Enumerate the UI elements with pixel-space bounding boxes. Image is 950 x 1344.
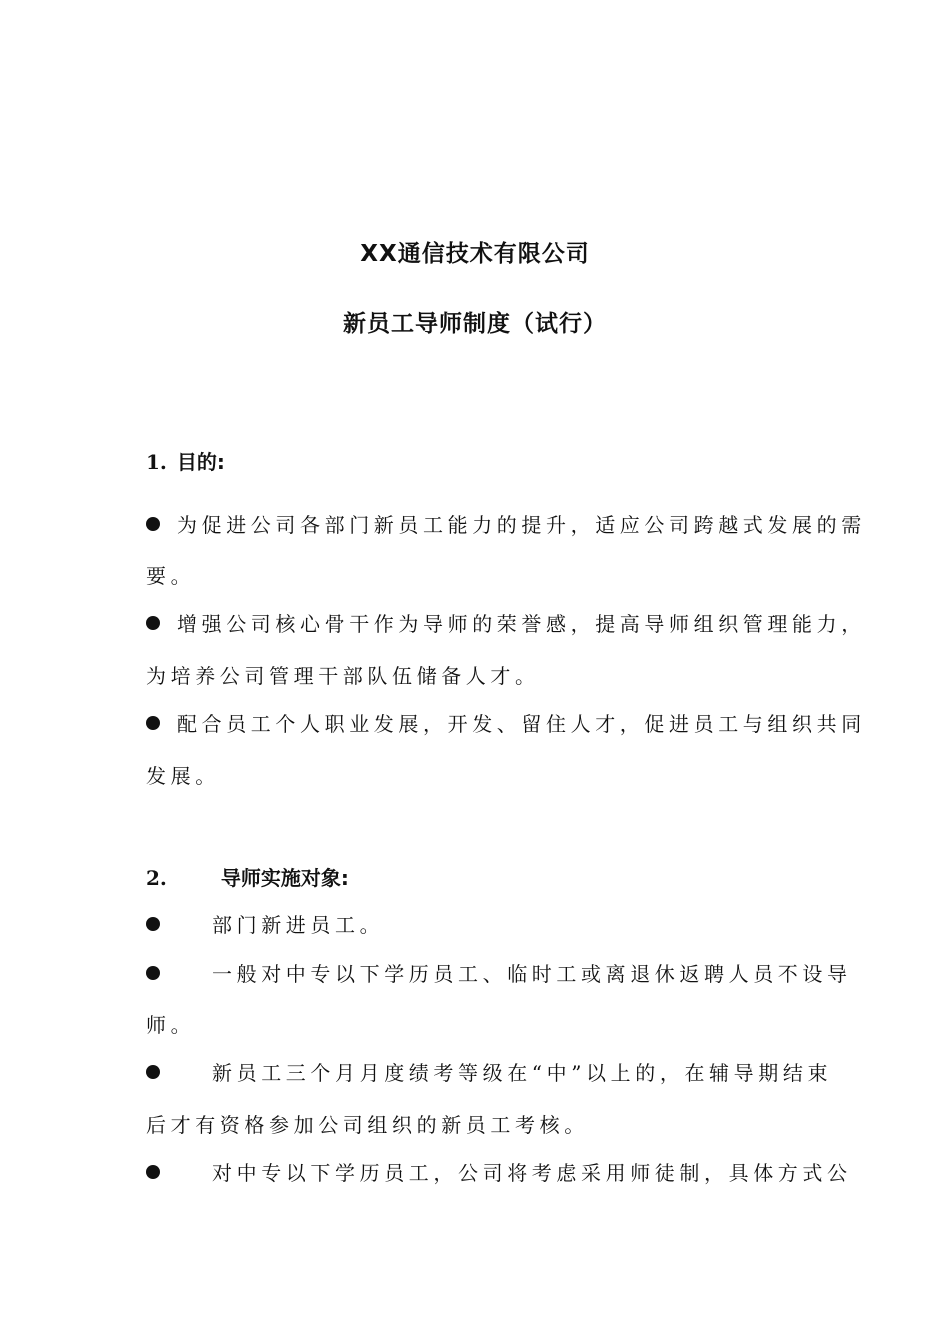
section-2-title: 导师实施对象:	[220, 866, 349, 890]
bullet-icon	[146, 917, 160, 931]
bullet-icon	[146, 716, 160, 730]
section-1-bullet-2-line-2: 为培养公司管理干部队伍储备人才。	[146, 664, 540, 688]
section-1-bullet-3-line-1: 配合员工个人职业发展，开发、留住人才，促进员工与组织共同	[146, 709, 806, 739]
section-2-bullet-2-line-1: 一般对中专以下学历员工、临时工或离退休返聘人员不设导	[146, 959, 806, 989]
section-1-bullet-3-line-2: 发展。	[146, 764, 220, 788]
section-2-bullet-3-line-1: 新员工三个月月度绩考等级在“中”以上的，在辅导期结束	[146, 1058, 806, 1088]
section-1-heading	[146, 446, 225, 475]
section-2-bullet-4-line-1: 对中专以下学历员工，公司将考虑采用师徒制，具体方式公	[146, 1158, 806, 1188]
section-1-number: 1.	[146, 450, 167, 474]
section-2-number: 2.	[146, 866, 167, 890]
company-name: XX通信技术有限公司	[360, 241, 590, 267]
section-1-bullet-1-line-2: 要。	[146, 564, 196, 588]
section-2-bullet-1-line-1: 部门新进员工。	[146, 910, 806, 940]
bullet-icon	[146, 517, 160, 531]
section-2-heading	[146, 862, 349, 891]
bullet-icon	[146, 616, 160, 630]
section-1-bullet-1-line-1: 为促进公司各部门新员工能力的提升，适应公司跨越式发展的需	[146, 510, 806, 540]
bullet-icon	[146, 1165, 160, 1179]
section-1-bullet-2-line-1: 增强公司核心骨干作为导师的荣誉感，提高导师组织管理能力，	[146, 609, 806, 639]
section-1-title: 目的:	[176, 450, 225, 474]
section-2-bullet-2-line-2: 师。	[146, 1013, 196, 1037]
section-2-bullet-3-line-2: 后才有资格参加公司组织的新员工考核。	[146, 1113, 589, 1137]
document-title: 新员工导师制度（试行）	[343, 311, 607, 337]
bullet-icon	[146, 966, 160, 980]
bullet-icon	[146, 1065, 160, 1079]
